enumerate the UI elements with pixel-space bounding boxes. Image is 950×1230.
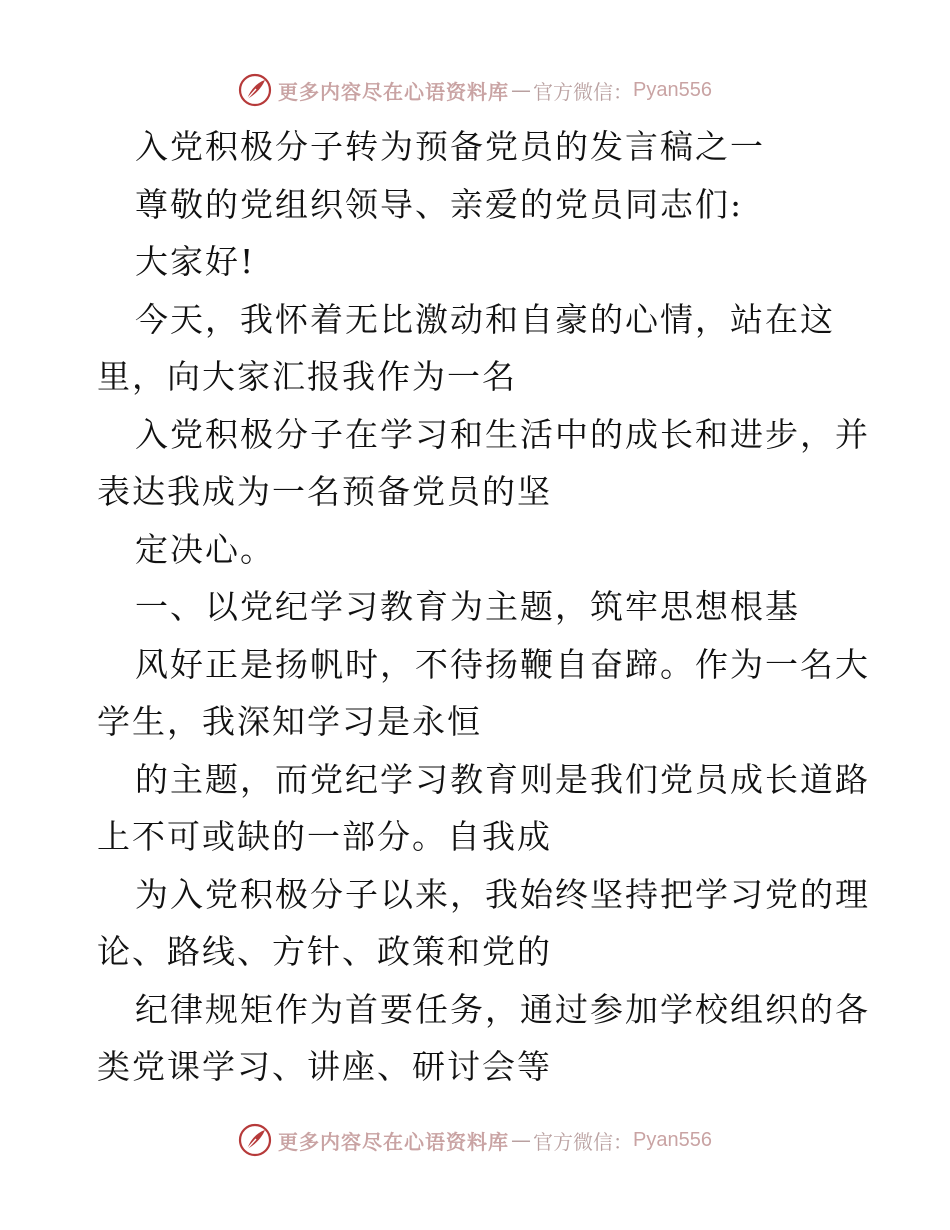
salutation: 尊敬的党组织领导、亲爱的党员同志们: xyxy=(135,184,744,224)
paragraph-line: 风好正是扬帆时，不待扬鞭自奋蹄。作为一名大 xyxy=(135,644,870,684)
watermark-wechat-label: 官方微信： xyxy=(533,1129,634,1154)
paragraph-line: 类党课学习、讲座、研讨会等 xyxy=(97,1047,552,1086)
watermark-wechat-id: Pyan556 xyxy=(633,78,712,101)
paragraph-line: 的主题，而党纪学习教育则是我们党员成长道路 xyxy=(135,759,870,799)
document-body xyxy=(97,118,870,1096)
watermark-brand: 更多内容尽在心语资料库 xyxy=(278,79,510,104)
paragraph-line: 为入党积极分子以来，我始终坚持把学习党的理 xyxy=(135,874,870,914)
watermark-brand: 更多内容尽在心语资料库 xyxy=(278,1129,510,1154)
paragraph-line: 表达我成为一名预备党员的坚 xyxy=(97,472,552,511)
paragraph-line: 学生，我深知学习是永恒 xyxy=(97,702,482,741)
footer-watermark xyxy=(0,1120,950,1160)
paragraph-line: 今天，我怀着无比激动和自豪的心情，站在这 xyxy=(135,299,835,339)
section-heading: 一、以党纪学习教育为主题，筑牢思想根基 xyxy=(135,587,800,626)
watermark-dash: — xyxy=(511,1128,532,1152)
watermark-wechat-id: Pyan556 xyxy=(633,1128,712,1151)
feather-pen-logo-icon xyxy=(238,73,272,107)
watermark-wechat-label: 官方微信： xyxy=(533,79,634,104)
paragraph-line: 上不可或缺的一部分。自我成 xyxy=(97,817,552,856)
document-title: 入党积极分子转为预备党员的发言稿之一 xyxy=(135,127,765,166)
paragraph-line: 定决心。 xyxy=(135,529,275,569)
paragraph-line: 论、路线、方针、政策和党的 xyxy=(97,932,552,971)
paragraph-line: 纪律规矩作为首要任务，通过参加学校组织的各 xyxy=(135,989,870,1029)
feather-pen-logo-icon xyxy=(238,1123,272,1157)
header-watermark xyxy=(0,70,950,110)
watermark-dash: — xyxy=(511,78,532,102)
paragraph-line: 入党积极分子在学习和生活中的成长和进步，并 xyxy=(135,414,870,454)
paragraph-line: 里，向大家汇报我作为一名 xyxy=(97,357,517,396)
greeting: 大家好! xyxy=(135,242,256,281)
